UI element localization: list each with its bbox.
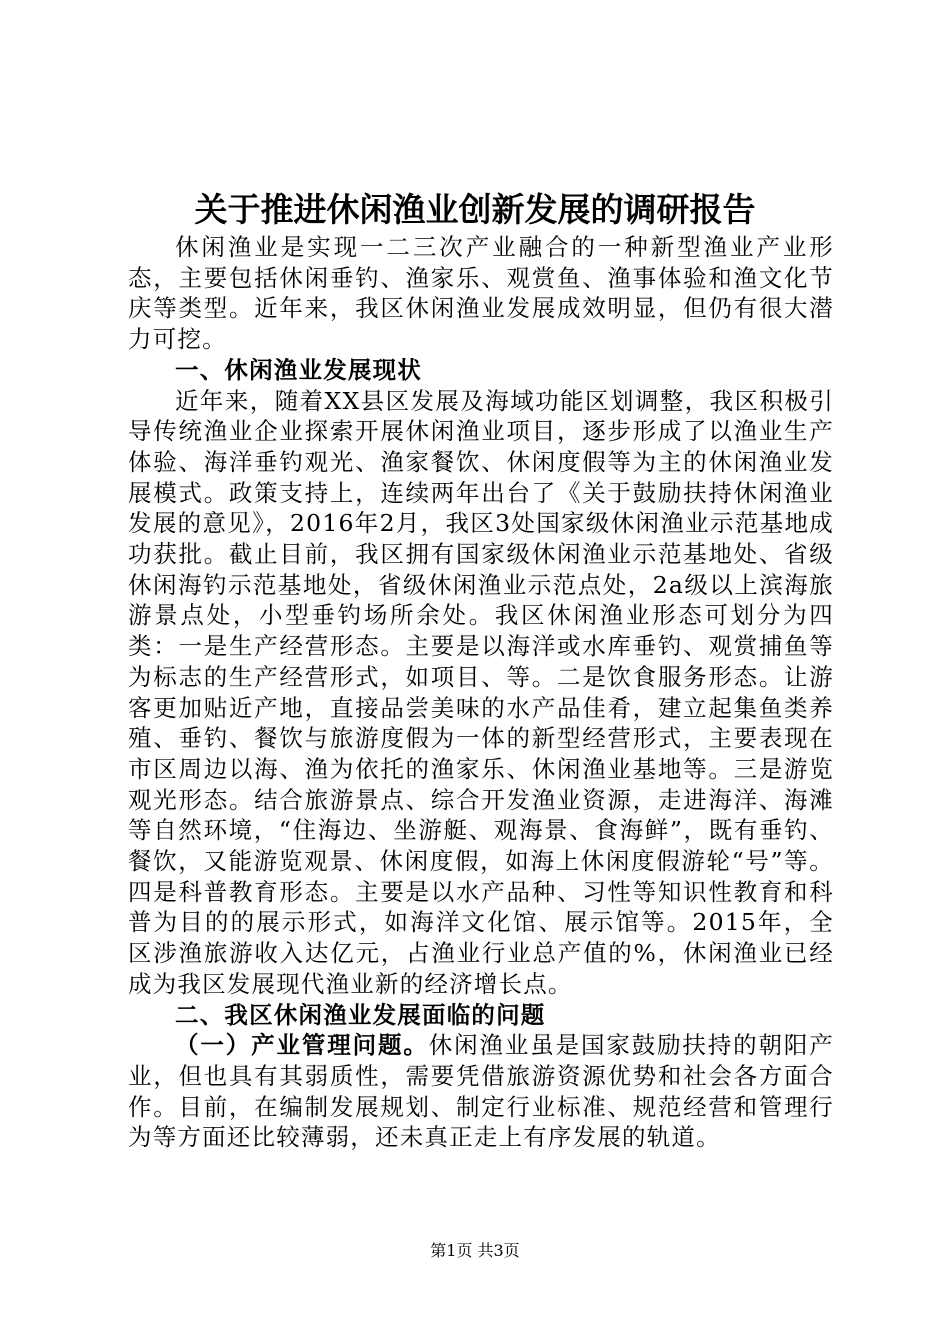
- section-heading-problems: 二、我区休闲渔业发展面临的问题: [175, 1000, 546, 1029]
- page-number-footer: 第1页 共3页: [430, 1241, 520, 1260]
- intro-paragraph: 休闲渔业是实现一二三次产业融合的一种新型渔业产业形态，主要包括休闲垂钓、渔家乐、观赏鱼、渔事体验和渔文化节庆等类型。近年来，我区休闲渔业发展成效明显，但仍有很大潜力可挖。: [128, 233, 834, 354]
- document-body: [128, 232, 834, 1153]
- section-heading-status: 一、休闲渔业发展现状: [175, 355, 422, 384]
- status-paragraph: 近年来，随着XX县区发展及海域功能区划调整，我区积极引导传统渔业企业探索开展休闲渔业项目，逐步形成了以渔业生产体验、海洋垂钓观光、渔家餐饮、休闲度假等为主的休闲渔业发展模式。政策支持上，连续两年出台了《关于鼓励扶持休闲渔业发展的意见》，2016年2月，我区3处国家级休闲渔业示范基地成功获批。截止目前，我区拥有国家级休闲渔业示范基地处、省级休闲海钓示范基地处，省级休闲渔业示范点处，2a级以上滨海旅游景点处，小型垂钓场所余处。我区休闲渔业形态可划分为四类：一是生产经营形态。主要是以海洋或水库垂钓、观赏捕鱼等为标志的生产经营形式，如项目、等。二是饮食服务形态。让游客更加贴近产地，直接品尝美味的水产品佳肴，建立起集鱼类养殖、垂钓、餐饮与旅游度假为一体的新型经营形式，主要表现在市区周边以海、渔为依托的渔家乐、休闲渔业基地等。三是游览观光形态。结合旅游景点、综合开发渔业资源，走进海洋、海滩等自然环境，“住海边、坐游艇、观海景、食海鲜”，既有垂钓、餐饮，又能游览观景、休闲度假，如海上休闲度假游轮“号”等。四是科普教育形态。主要是以水产品种、习性等知识性教育和科普为目的的展示形式，如海洋文化馆、展示馆等。2015年，全区涉渔旅游收入达亿元，占渔业行业总产值的%，休闲渔业已经成为我区发展现代渔业新的经济增长点。: [128, 386, 834, 998]
- page-title: 关于推进休闲渔业创新发展的调研报告: [194, 190, 756, 229]
- subsection-lead: （一）产业管理问题。: [175, 1031, 429, 1060]
- problem-paragraph-management: [128, 1030, 834, 1153]
- subsection-body: 休闲渔业虽是国家鼓励扶持的朝阳产业，但也具有其弱质性，需要凭借旅游资源优势和社会各方面合作。目前，在编制发展规划、制定行业标准、规范经营和管理行为等方面还比较薄弱，还未真正走上有序发展的轨道。: [128, 1031, 834, 1152]
